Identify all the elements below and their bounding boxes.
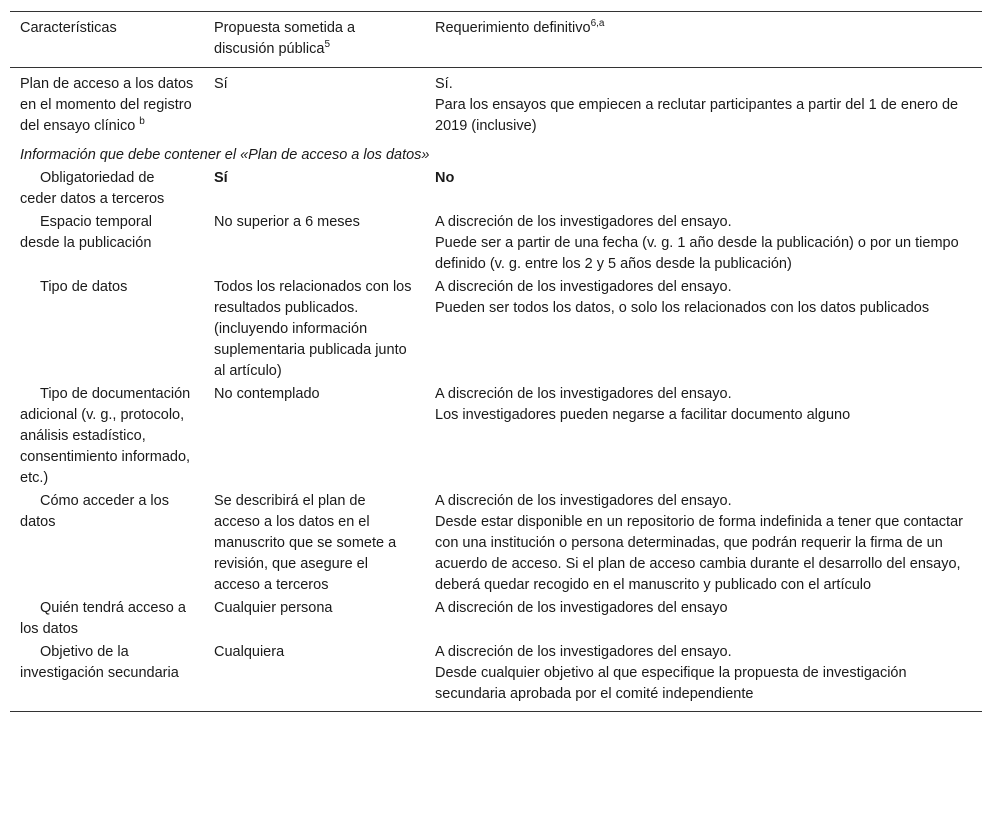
footnote-ref: 6,a xyxy=(590,18,605,30)
row-label xyxy=(10,68,204,140)
final-line: A discreción de los investigadores del ensayo. xyxy=(435,214,732,230)
final-line: A discreción de los investigadores del ensayo. xyxy=(435,386,732,402)
header-text: Requerimiento definitivo xyxy=(435,20,591,36)
header-text: Características xyxy=(20,20,117,36)
header-characteristics xyxy=(10,12,204,68)
footnote-ref: 5 xyxy=(324,39,330,51)
final-line: Pueden ser todos los datos, o solo los relacionados con los datos publicados xyxy=(435,300,930,316)
table-row xyxy=(10,491,982,598)
header-text: Propuesta sometida a discusión pública xyxy=(214,20,356,57)
row-label: Obligatoriedad de ceder datos a terceros xyxy=(20,170,165,207)
final-cell xyxy=(425,384,982,491)
final-line: A discreción de los investigadores del ensayo. xyxy=(435,279,732,295)
final-line: A discreción de los investigadores del ensayo. xyxy=(435,644,732,660)
final-line: Sí. xyxy=(435,76,453,92)
table-row xyxy=(10,212,982,277)
label-text: Plan de acceso a los datos en el momento del registro del ensayo clínico xyxy=(20,76,194,134)
table-row xyxy=(10,384,982,491)
header-final xyxy=(425,12,982,68)
final-line: Desde estar disponible en un repositorio de forma indefinida a tener que contactar con una institución o persona determinadas, que podrán requerir la firma de un acuerdo de acceso. Si el plan de acceso cambia durante el desarrollo del ensayo, deberá quedar recogido en el manuscrito y publicado con el artículo xyxy=(435,514,963,593)
final-cell: A discreción de los investigadores del ensayo xyxy=(435,600,728,616)
table-row xyxy=(10,277,982,384)
final-line: Los investigadores pueden negarse a facilitar documento alguno xyxy=(435,407,851,423)
proposal-cell: Todos los relacionados con los resultados publicados. (incluyendo información suplementaria publicada junto al artículo) xyxy=(214,279,412,379)
proposal-cell: No contemplado xyxy=(214,386,320,402)
proposal-cell: No superior a 6 meses xyxy=(214,214,360,230)
final-line: Puede ser a partir de una fecha (v. g. 1 año desde la publicación) o por un tiempo definido (v. g. entre los 2 y 5 años desde la publicación) xyxy=(435,235,959,272)
header-proposal xyxy=(204,12,425,68)
final-cell xyxy=(425,212,982,277)
row-label: Cómo acceder a los datos xyxy=(20,493,169,530)
row-label: Espacio temporal desde la publicación xyxy=(20,214,153,251)
section-row xyxy=(10,139,982,168)
proposal-cell: Se describirá el plan de acceso a los datos en el manuscrito que se somete a revisión, que asegure el acceso a terceros xyxy=(214,493,397,593)
final-cell xyxy=(425,491,982,598)
row-label: Objetivo de la investigación secundaria xyxy=(20,644,179,681)
final-cell xyxy=(425,68,982,140)
final-line: Para los ensayos que empiecen a reclutar participantes a partir del 1 de enero de 2019 (inclusive) xyxy=(435,97,959,134)
row-label: Tipo de datos xyxy=(40,279,128,295)
final-cell xyxy=(425,277,982,384)
row-label: Quién tendrá acceso a los datos xyxy=(20,600,186,637)
section-title: Información que debe contener el «Plan de acceso a los datos» xyxy=(20,147,430,163)
final-cell xyxy=(425,642,982,712)
table-header-row xyxy=(10,12,982,68)
table-row xyxy=(10,642,982,712)
proposal-cell: Cualquier persona xyxy=(214,600,333,616)
table-row xyxy=(10,598,982,642)
table-row xyxy=(10,68,982,140)
final-cell: No xyxy=(435,170,455,186)
proposal-cell: Sí xyxy=(214,170,228,186)
final-line: A discreción de los investigadores del ensayo. xyxy=(435,493,732,509)
proposal-cell: Cualquiera xyxy=(214,644,285,660)
proposal-cell: Sí xyxy=(214,76,228,92)
comparison-table xyxy=(10,11,982,712)
table-row xyxy=(10,168,982,212)
row-label: Tipo de documentación adicional (v. g., protocolo, análisis estadístico, consentimiento informado, etc.) xyxy=(20,386,191,486)
final-line: Desde cualquier objetivo al que especifique la propuesta de investigación secundaria aprobada por el comité independiente xyxy=(435,665,907,702)
footnote-ref: b xyxy=(139,116,145,128)
